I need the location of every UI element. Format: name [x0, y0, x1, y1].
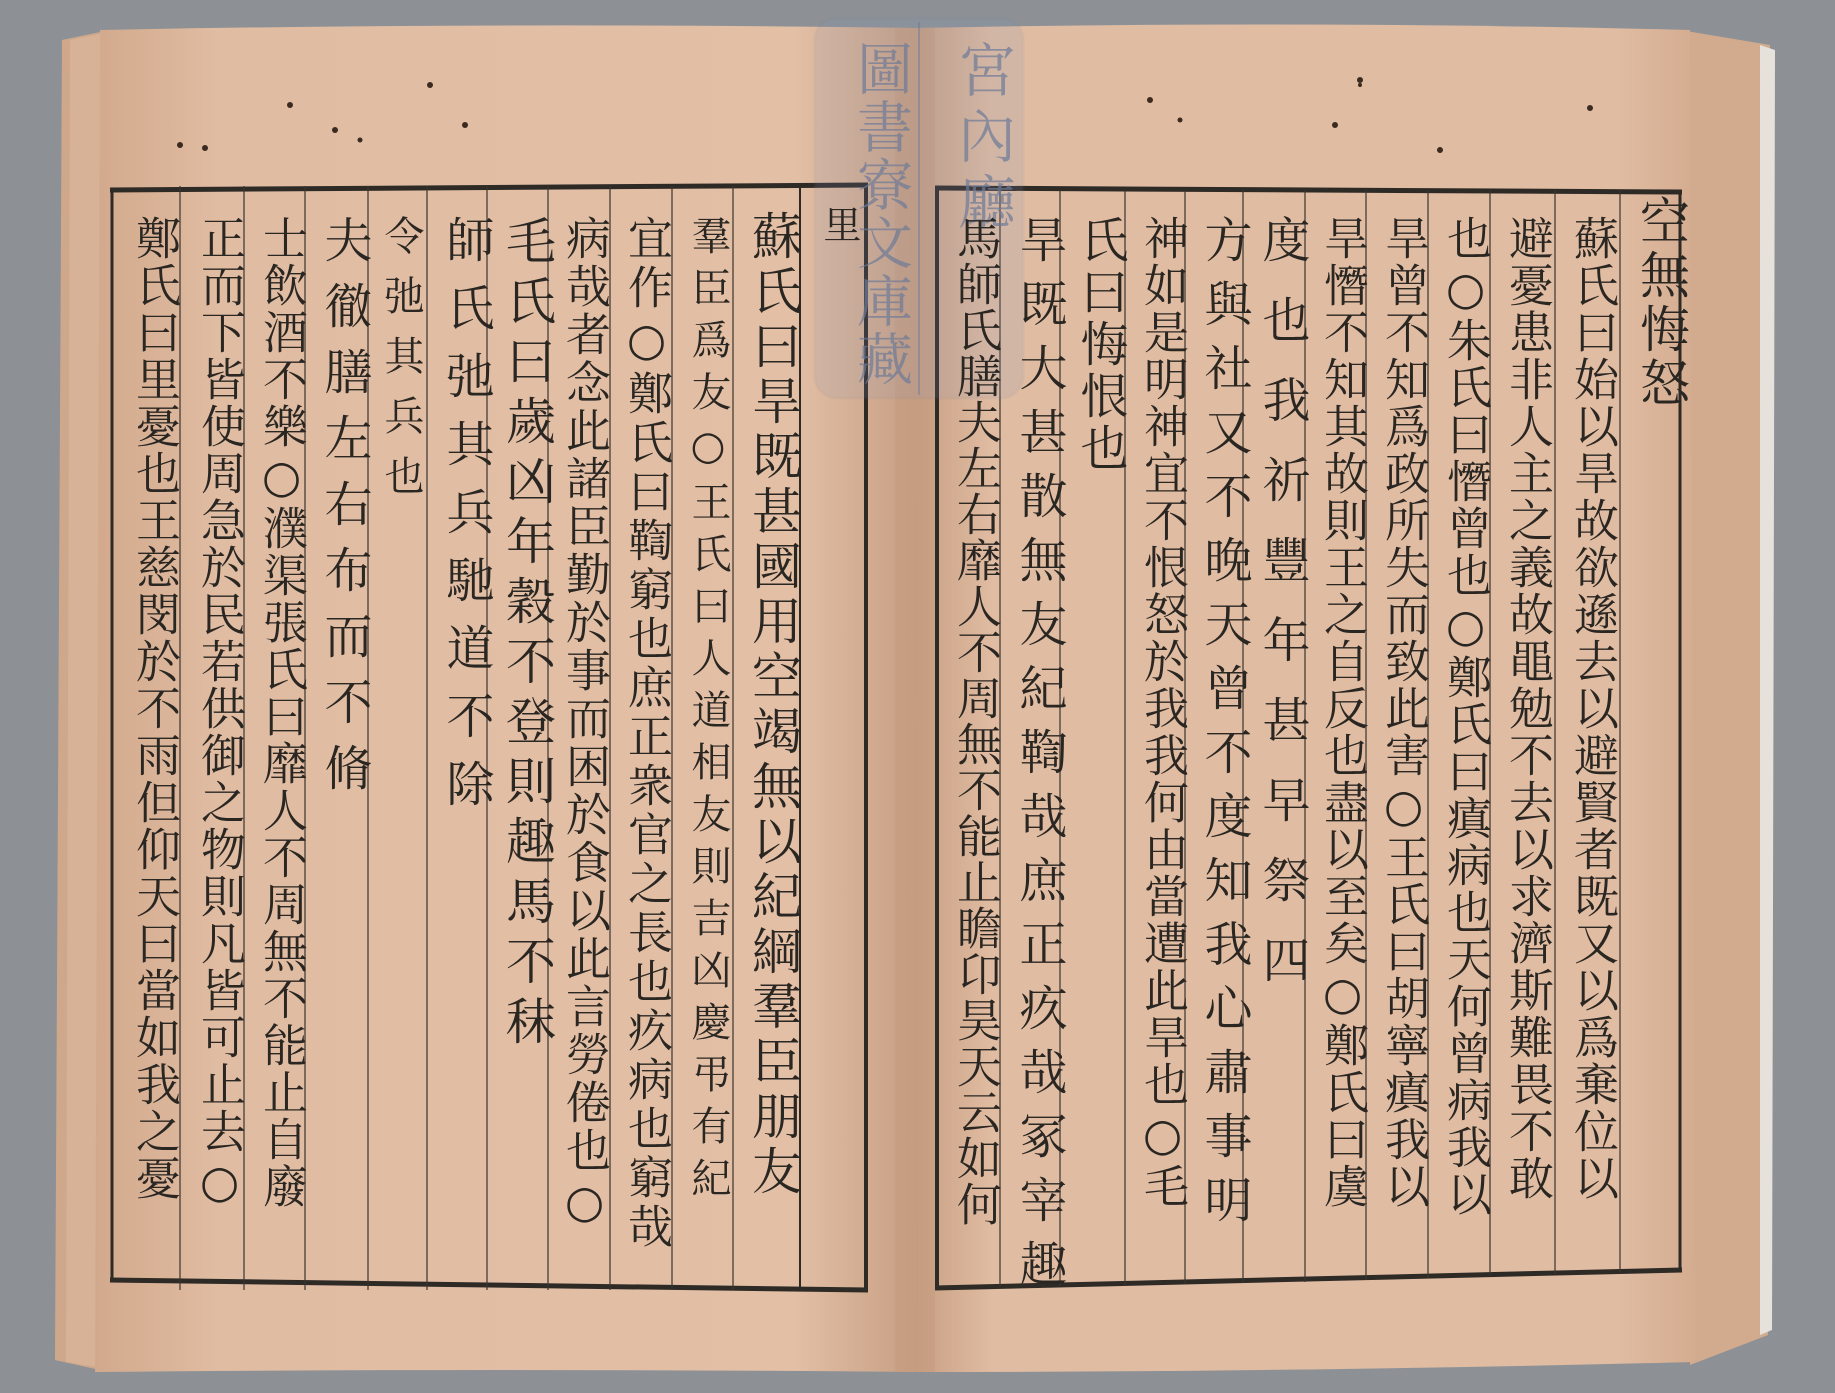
right-col-12: 馬師氏膳夫左右靡人不周無不能止瞻卬昊天云如何 — [949, 215, 1002, 1227]
right-col-5: 旱曾不知爲政所失而致此害○王氏曰胡寧瘨我以 — [1377, 215, 1430, 1210]
right-col-6: 旱憯不知其故則王之自反也盡以至矣○鄭氏曰虞 — [1316, 215, 1369, 1210]
left-col-4: 病哉者念此諸臣勤於事而困於食以此言勞倦也○ — [558, 215, 611, 1231]
left-col-5: 毛氏曰歲凶年穀不登則趣馬不秣 — [498, 215, 556, 1055]
seal-text-line2: 圖書寮文庫藏 — [848, 40, 913, 388]
right-col-7: 度也我祈豐年甚早祭四 — [1254, 215, 1310, 1015]
left-col-9: 士飲酒不樂○濮渠張氏曰靡人不周無不能止自廢 — [255, 215, 308, 1210]
left-margin-label: 里 — [817, 205, 861, 245]
left-col-1: 蘇氏曰旱既甚國用空竭無以紀綱羣臣朋友 — [744, 210, 802, 1200]
left-col-10: 正而下皆使周急於民若供御之物則凡皆可止去○ — [193, 215, 246, 1210]
left-col-7: 令弛其兵也 — [378, 215, 424, 515]
right-col-4: 也○朱氏曰憯曾也○鄭氏曰瘨病也天何曾病我以 — [1439, 215, 1492, 1218]
left-col-8: 夫徹膳左右布而不脩 — [316, 215, 372, 809]
left-col-3: 宜作○鄭氏曰鞫窮也庶正衆官之長也疚病也窮哉 — [620, 215, 673, 1252]
right-col-9: 神如是明神宜不恨怒於我我何由當遭此旱也○毛 — [1136, 215, 1189, 1210]
seal-text-line1: 宮內廳 — [948, 40, 1016, 238]
right-col-1: 空無悔怒 — [1632, 195, 1690, 411]
right-col-3: 避憂患非人主之義故黽勉不去以求濟斯難畏不敢 — [1501, 215, 1554, 1202]
right-col-10: 氏曰悔恨也 — [1072, 215, 1128, 475]
left-col-6: 師氏弛其兵馳道不除 — [438, 215, 494, 827]
left-col-2: 羣臣爲友○王氏曰人道相友則吉凶慶弔有紀 — [685, 215, 731, 1209]
right-col-2: 蘇氏曰始以旱故欲遜去以避賢者既又以爲棄位以 — [1566, 215, 1619, 1202]
left-col-11: 鄭氏曰里憂也王慈閔於不雨但仰天曰當如我之憂 — [128, 215, 181, 1202]
right-col-8: 方與社又不晚天曾不度知我心肅事明 — [1196, 215, 1252, 1239]
right-col-11: 旱既大甚散無友紀鞫哉庶正疚哉冢宰趣 — [1011, 215, 1067, 1303]
